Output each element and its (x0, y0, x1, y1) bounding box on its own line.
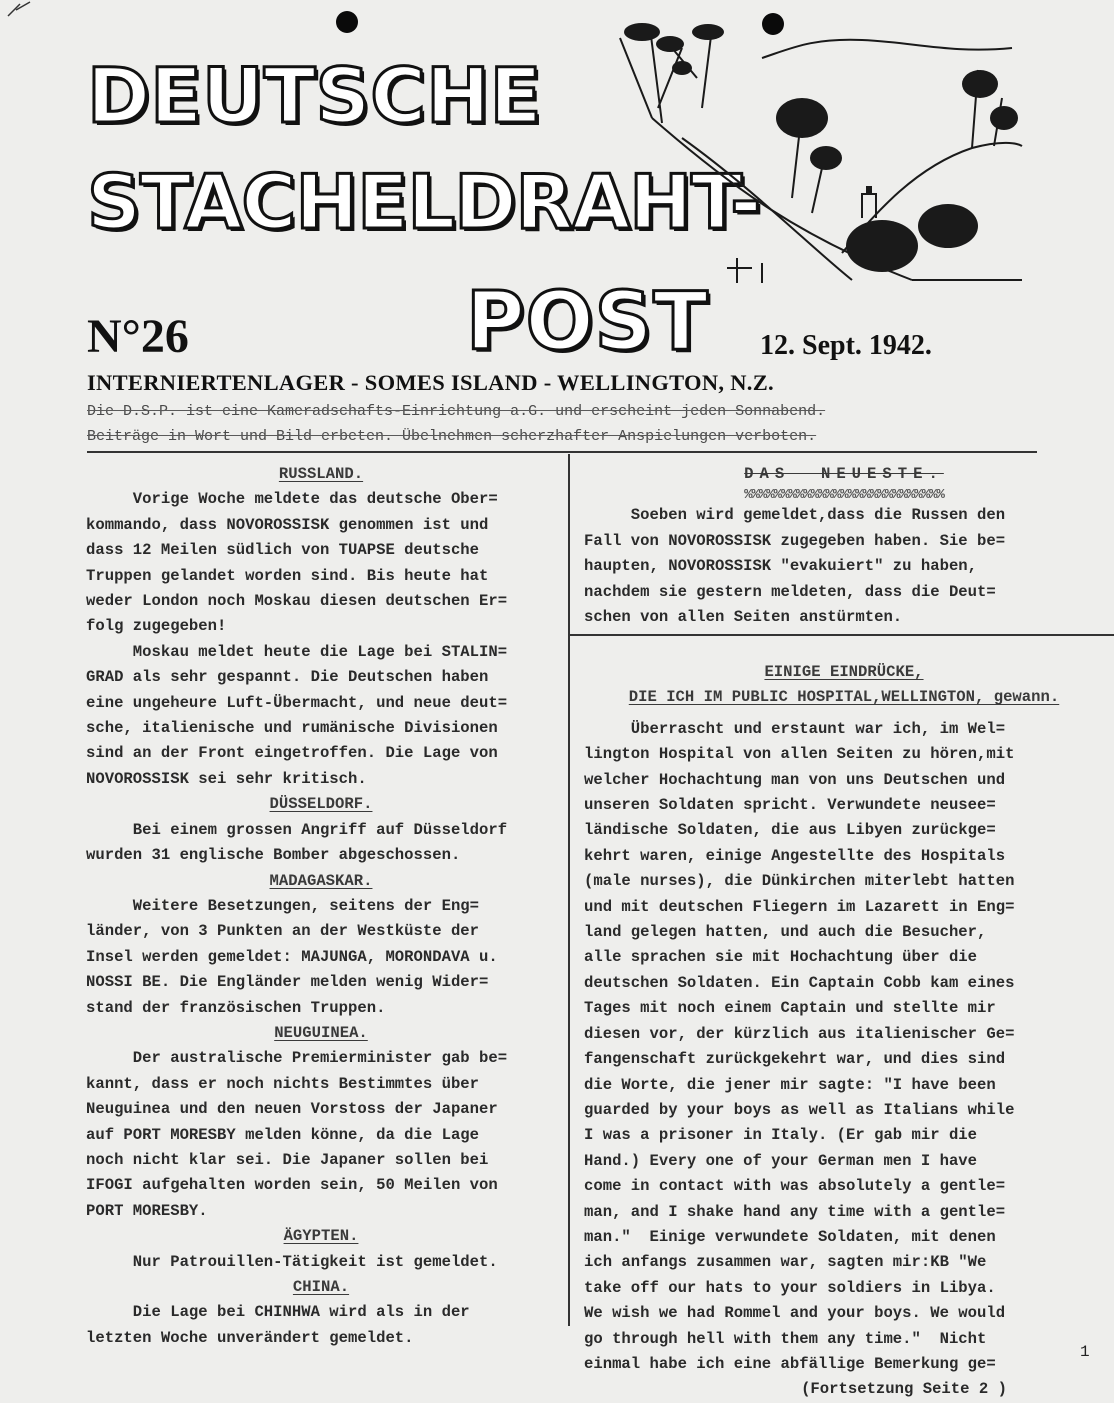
article-line: Fall von NOVOROSSISK zugegeben haben. Sie be= (584, 531, 1006, 550)
article-line: ländische Soldaten, die aus Libyen zurückge= (584, 821, 996, 840)
masthead-title-stacheldraht: STACHELDRAHT- (87, 158, 761, 246)
article-line: take off our hats to your soldiers in Libya. (584, 1278, 996, 1297)
article-line: alle sprachen sie mit Hochachtung über die (584, 948, 978, 967)
heading-neuguinea: NEUGUINEA. (274, 1023, 368, 1042)
heading-public-hospital: DIE ICH IM PUBLIC HOSPITAL,WELLINGTON, gewann. (628, 688, 1060, 707)
article-line: und mit deutschen Fliegern im Lazarett in Eng= (584, 897, 1015, 916)
article-line: NOSSI BE. Die Engländer melden wenig Wider= (86, 973, 489, 992)
article-line: die Worte, die jener mir sagte: "I have been (584, 1075, 996, 1094)
article-line: noch nicht klar sei. Die Japaner sollen bei (86, 1150, 489, 1169)
punch-hole-left (336, 11, 358, 33)
issue-date: 12. Sept. 1942. (760, 330, 932, 361)
heading-madagaskar: MADAGASKAR. (269, 871, 373, 890)
article-line: einmal habe ich eine abfällige Bemerkung ge= (584, 1354, 996, 1373)
article-line: dass 12 Meilen südlich von TUAPSE deutsche (86, 541, 480, 560)
heading-russland: RUSSLAND. (278, 465, 364, 483)
article-line: welcher Hochachtung man von uns Deutschen und (584, 770, 1006, 789)
article-line: länder, von 3 Punkten an der Westküste der (86, 922, 480, 941)
article-line: lington Hospital von allen Seiten zu hören,mit (584, 745, 1015, 764)
article-line: Bei einem grossen Angriff auf Düsseldorf (86, 820, 508, 839)
article-line: kommando, dass NOVOROSSISK genommen ist und (86, 515, 489, 534)
article-line: Die Lage bei CHINHWA wird als in der (86, 1303, 470, 1322)
article-line: I was a prisoner in Italy. (Er gab mir die (584, 1126, 978, 1145)
article-line: unseren Soldaten spricht. Verwundete neusee= (584, 796, 996, 815)
article-line: schen von allen Seiten anstürmten. (584, 608, 903, 627)
heading-einige-eindruecke: EINIGE EINDRÜCKE, (764, 663, 924, 681)
article-line: Der australische Premierminister gab be= (86, 1049, 508, 1068)
article-line: kehrt waren, einige Angestellte des Hospitals (584, 846, 1006, 865)
article-line: letzten Woche unverändert gemeldet. (86, 1328, 414, 1347)
article-line: Insel werden gemeldet: MAJUNGA, MORONDAVA u. (86, 947, 498, 966)
article-line: Neuguinea und den neuen Vorstoss der Japaner (86, 1100, 498, 1119)
issue-number: N°26 (87, 310, 189, 363)
article-line: land gelegen hatten, und auch die Besucher, (584, 923, 987, 942)
article-line: folg zugegeben! (86, 617, 227, 636)
continued-note: (Fortsetzung Seite 2 ) (801, 1380, 1007, 1399)
article-line: haupten, NOVOROSSISK "evakuiert" zu haben, (584, 557, 978, 576)
header-rule (87, 451, 1037, 453)
article-line: Tages mit noch einem Captain und stellte mir (584, 999, 996, 1018)
landscape-illustration (612, 18, 1032, 318)
heading-aegypten: ÄGYPTEN. (283, 1227, 359, 1246)
article-line: weder London noch Moskau diesen deutschen Er= (86, 592, 508, 611)
article-line: Truppen gelandet worden sind. Bis heute hat (86, 566, 489, 585)
camp-location-line: INTERNIERTENLAGER - SOMES ISLAND - WELLINGTON, N.Z. (87, 370, 774, 395)
article-line: Nur Patrouillen-Tätigkeit ist gemeldet. (86, 1252, 498, 1271)
article-line: Moskau meldet heute die Lage bei STALIN= (86, 642, 508, 661)
article-line: PORT MORESBY. (86, 1201, 208, 1220)
heading-ornament: %%%%%%%%%%%%%%%%%%%%%%%%%%% (744, 487, 944, 504)
article-line: (male nurses), die Dünkirchen miterlebt hatten (584, 872, 1015, 891)
article-line: stand der französischen Truppen. (86, 998, 386, 1017)
article-line: Überrascht und erstaunt war ich, im Wel= (584, 719, 1006, 738)
article-line: wurden 31 englische Bomber abgeschossen. (86, 846, 461, 865)
heading-das-neueste: DAS NEUESTE. (744, 465, 944, 483)
article-line: sche, italienische und rumänische Divisionen (86, 719, 498, 738)
notice-line-2: Beiträge in Wort und Bild erbeten. Übelnehmen scherzhafter Anspielungen verboten. (87, 428, 817, 445)
article-line: Hand.) Every one of your German men I have (584, 1151, 978, 1170)
article-line: nachdem sie gestern meldeten, dass die Deut= (584, 582, 996, 601)
article-line: Soeben wird gemeldet,dass die Russen den (584, 506, 1006, 525)
right-column-divider (569, 634, 1114, 636)
heading-china: CHINA. (292, 1278, 350, 1296)
article-line: NOVOROSSISK sei sehr kritisch. (86, 769, 367, 788)
article-line: auf PORT MORESBY melden könne, da die Lage (86, 1125, 480, 1144)
article-line: diesen vor, der kürzlich aus italienischer Ge= (584, 1024, 1015, 1043)
article-line: guarded by your boys as well as Italians while (584, 1100, 1015, 1119)
article-line: kannt, dass er noch nichts Bestimmtes über (86, 1074, 480, 1093)
article-line: man, and I shake hand any time with a gentle= (584, 1202, 1006, 1221)
article-line: Weitere Besetzungen, seitens der Eng= (86, 896, 480, 915)
article-line: deutschen Soldaten. Ein Captain Cobb kam eines (584, 973, 1015, 992)
column-divider (568, 454, 570, 1326)
article-line: Vorige Woche meldete das deutsche Ober= (86, 490, 498, 509)
right-column-top (584, 462, 1104, 630)
article-line: fangenschaft zurückgekehrt war, und dies sind (584, 1050, 1006, 1069)
article-line: ich anfangs zusammen war, sagten mir:KB "We (584, 1253, 987, 1272)
article-line: eine ungeheure Luft-Übermacht, und neue deut= (86, 693, 508, 712)
left-column (86, 462, 556, 1351)
notice-line-1: Die D.S.P. ist eine Kameradschafts-Einrichtung a.G. und erscheint jeden Sonnabend. (87, 403, 826, 420)
masthead-title-deutsche: DEUTSCHE (87, 51, 542, 140)
pencil-mark (6, 0, 46, 20)
article-line: man." Einige verwundete Soldaten, mit denen (584, 1227, 996, 1246)
article-line: come in contact with was absolutely a gentle= (584, 1177, 1006, 1196)
masthead-title-post: POST (466, 275, 709, 368)
page-number: 1 (1080, 1343, 1090, 1361)
article-line: GRAD als sehr gespannt. Die Deutschen haben (86, 668, 489, 687)
right-column-bottom (584, 660, 1104, 1403)
heading-duesseldorf: DÜSSELDORF. (269, 795, 373, 814)
article-line: go through hell with them any time." Nicht (584, 1329, 987, 1348)
article-line: We wish we had Rommel and your boys. We would (584, 1304, 1006, 1323)
article-line: sind an der Front eingetroffen. Die Lage von (86, 744, 498, 763)
article-line: IFOGI aufgehalten worden sein, 50 Meilen von (86, 1176, 498, 1195)
